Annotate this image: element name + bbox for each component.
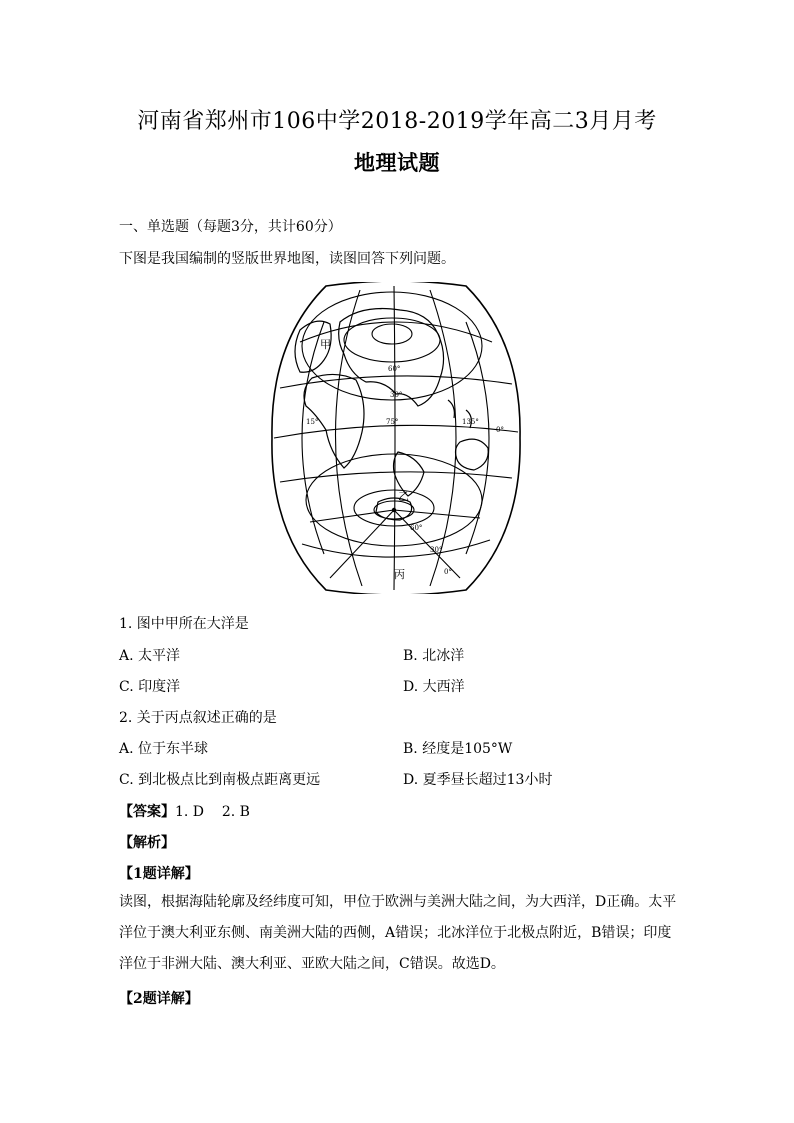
question-2-option-b[interactable]: B. 经度是105°W <box>403 741 513 757</box>
question-1-option-b[interactable]: B. 北冰洋 <box>403 648 465 664</box>
label-lon75: 75° <box>386 418 399 426</box>
label-lat0s: 0° <box>444 568 452 576</box>
question-1-option-a[interactable]: A. 太平洋 <box>119 648 181 664</box>
question-2-option-a[interactable]: A. 位于东半球 <box>119 741 209 757</box>
question-1-stem: 1. 图中甲所在大洋是 <box>119 616 249 632</box>
page-subtitle: 地理试题 <box>354 150 440 175</box>
question-2-stem: 2. 关于丙点叙述正确的是 <box>119 710 277 726</box>
australia-outline <box>456 439 489 470</box>
question-1-option-d[interactable]: D. 大西洋 <box>403 679 465 695</box>
label-lon135: 135° <box>462 418 479 426</box>
label-lat60n: 60° <box>388 365 401 373</box>
label-yi: 乙 <box>398 490 409 503</box>
answer-text: 1. D 2. B <box>175 804 250 820</box>
label-bing: 丙 <box>394 568 405 581</box>
label-lat60s: 60° <box>410 524 423 532</box>
section-heading: 一、单选题（每题3分，共计60分） <box>119 219 342 235</box>
label-lon15: 15° <box>306 418 319 426</box>
label-lon0-right: 0° <box>496 426 504 434</box>
equator-line <box>274 425 518 438</box>
answer-line <box>119 801 250 821</box>
question-2-option-c[interactable]: C. 到北极点比到南极点距离更远 <box>119 772 321 788</box>
page-title: 河南省郑州市106中学2018-2019学年高二3月月考 <box>137 109 657 134</box>
q2-detail-label: 【2题详解】 <box>119 991 199 1007</box>
question-1-option-c[interactable]: C. 印度洋 <box>119 679 181 695</box>
question-2-option-d[interactable]: D. 夏季昼长超过13小时 <box>403 772 553 788</box>
label-lat30n: 30° <box>390 391 403 399</box>
answer-label: 【答案】 <box>119 804 175 820</box>
analysis-label: 【解析】 <box>119 835 175 851</box>
label-lat30s: 30° <box>430 546 443 554</box>
point-yi-marker <box>392 508 396 512</box>
q1-detail-text: 读图，根据海陆轮廓及经纬度可知，甲位于欧洲与美洲大陆之间，为大西洋，D正确。太平洋位于澳大利亚东侧、南美洲大陆的西侧，A错误；北冰洋位于北极点附近，B错误；印度洋位于非洲大陆、澳大利亚、亚欧大陆之间，C错误。故选D。 <box>119 894 677 972</box>
world-map-figure <box>270 282 522 594</box>
section-intro: 下图是我国编制的竖版世界地图，读图回答下列问题。 <box>119 251 455 267</box>
north-lat-circle-small <box>372 324 412 344</box>
q1-detail-label: 【1题详解】 <box>119 866 199 882</box>
label-jia: 甲 <box>320 338 331 351</box>
map-outer-frame <box>272 282 520 594</box>
